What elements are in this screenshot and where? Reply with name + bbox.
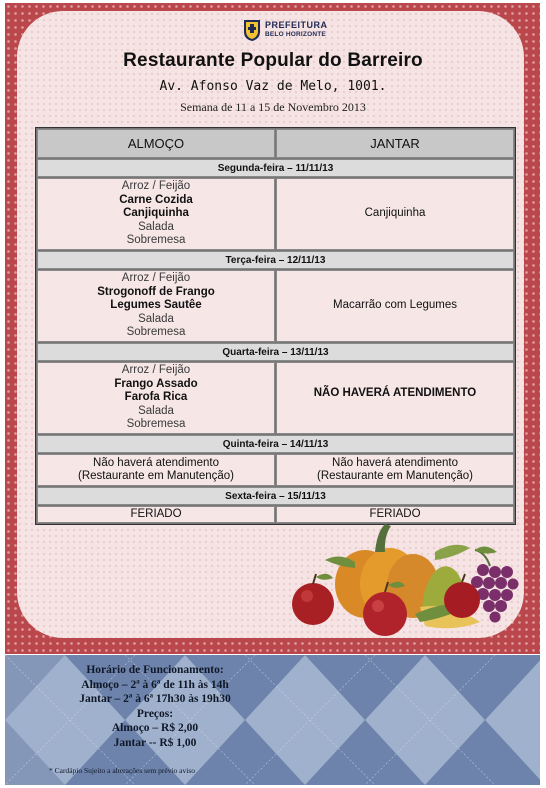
opening-hours-block	[5, 663, 305, 751]
menu-item: Não haverá atendimento	[332, 456, 458, 469]
menu-item: Farofa Rica	[124, 391, 188, 404]
lunch-cell-monday	[37, 178, 275, 250]
lunch-cell-wednesday	[37, 362, 275, 434]
menu-item: Legumes Sautêe	[110, 299, 202, 312]
day-label-thursday: Quinta-feira – 14/11/13	[37, 435, 514, 453]
menu-item: Sobremesa	[126, 326, 186, 339]
table-row	[37, 178, 514, 250]
price-dinner: Jantar -- R$ 1,00	[113, 736, 197, 749]
menu-item: Canjiquinha	[123, 207, 189, 220]
menu-item: Salada	[138, 312, 174, 325]
column-header-dinner: JANTAR	[276, 129, 514, 158]
footer-panel	[5, 655, 540, 785]
menu-item: (Restaurante em Manutenção)	[78, 470, 234, 482]
prices-title: Preços:	[136, 707, 174, 720]
restaurant-address: Av. Afonso Vaz de Melo, 1001.	[159, 79, 387, 94]
menu-table	[35, 127, 516, 525]
lunch-cell-thursday	[37, 454, 275, 486]
menu-item: Arroz / Feijão	[121, 364, 191, 377]
logo-line1: PREFEITURA	[265, 20, 328, 30]
dinner-cell-monday: Canjiquinha	[276, 178, 514, 250]
menu-item: Arroz / Feijão	[121, 180, 191, 193]
harvest-fruit-illustration	[285, 522, 520, 640]
city-emblem-icon	[242, 18, 262, 42]
menu-item: Salada	[138, 220, 174, 233]
day-label-friday: Sexta-feira – 15/11/13	[37, 487, 514, 505]
day-label-wednesday: Quarta-feira – 13/11/13	[37, 343, 514, 361]
week-range: Semana de 11 a 15 de Novembro 2013	[180, 100, 366, 114]
price-lunch: Almoço – R$ 2,00	[111, 722, 199, 735]
menu-item: Não haverá atendimento	[93, 456, 219, 469]
hours-lunch: Almoço – 2ª à 6ª de 11h às 14h	[81, 678, 229, 691]
dinner-cell-thursday	[276, 454, 514, 486]
lunch-cell-friday: FERIADO	[37, 506, 275, 523]
dinner-cell-wednesday: NÃO HAVERÁ ATENDIMENTO	[276, 362, 514, 434]
table-row	[37, 454, 514, 486]
menu-item: Sobremesa	[126, 234, 186, 247]
table-row	[37, 506, 514, 523]
logo-line2: BELO HORIZONTE	[265, 31, 326, 38]
hours-title: Horário de Funcionamento:	[86, 664, 224, 676]
day-label-monday: Segunda-feira – 11/11/13	[37, 159, 514, 177]
lunch-cell-tuesday	[37, 270, 275, 342]
menu-item: Carne Cozida	[119, 193, 193, 206]
menu-disclaimer: * Cardápio Sujeito a alterações sem prévio aviso	[49, 766, 195, 775]
menu-item: (Restaurante em Manutenção)	[317, 470, 473, 482]
day-label-tuesday: Terça-feira – 12/11/13	[37, 251, 514, 269]
menu-item: Arroz / Feijão	[121, 272, 191, 285]
menu-item: Frango Assado	[114, 377, 198, 390]
table-header-row	[37, 129, 514, 158]
table-row	[37, 270, 514, 342]
menu-item: Strogonoff de Frango	[97, 285, 215, 298]
menu-item: Salada	[138, 404, 174, 417]
column-header-lunch: ALMOÇO	[37, 129, 275, 158]
prefeitura-logo	[242, 18, 328, 42]
dinner-cell-tuesday: Macarrão com Legumes	[276, 270, 514, 342]
page-title: Restaurante Popular do Barreiro	[123, 50, 423, 71]
hours-dinner: Jantar – 2ª à 6ª 17h30 às 19h30	[79, 693, 231, 706]
table-row	[37, 362, 514, 434]
dinner-cell-friday: FERIADO	[276, 506, 514, 523]
menu-item: Sobremesa	[126, 418, 186, 431]
